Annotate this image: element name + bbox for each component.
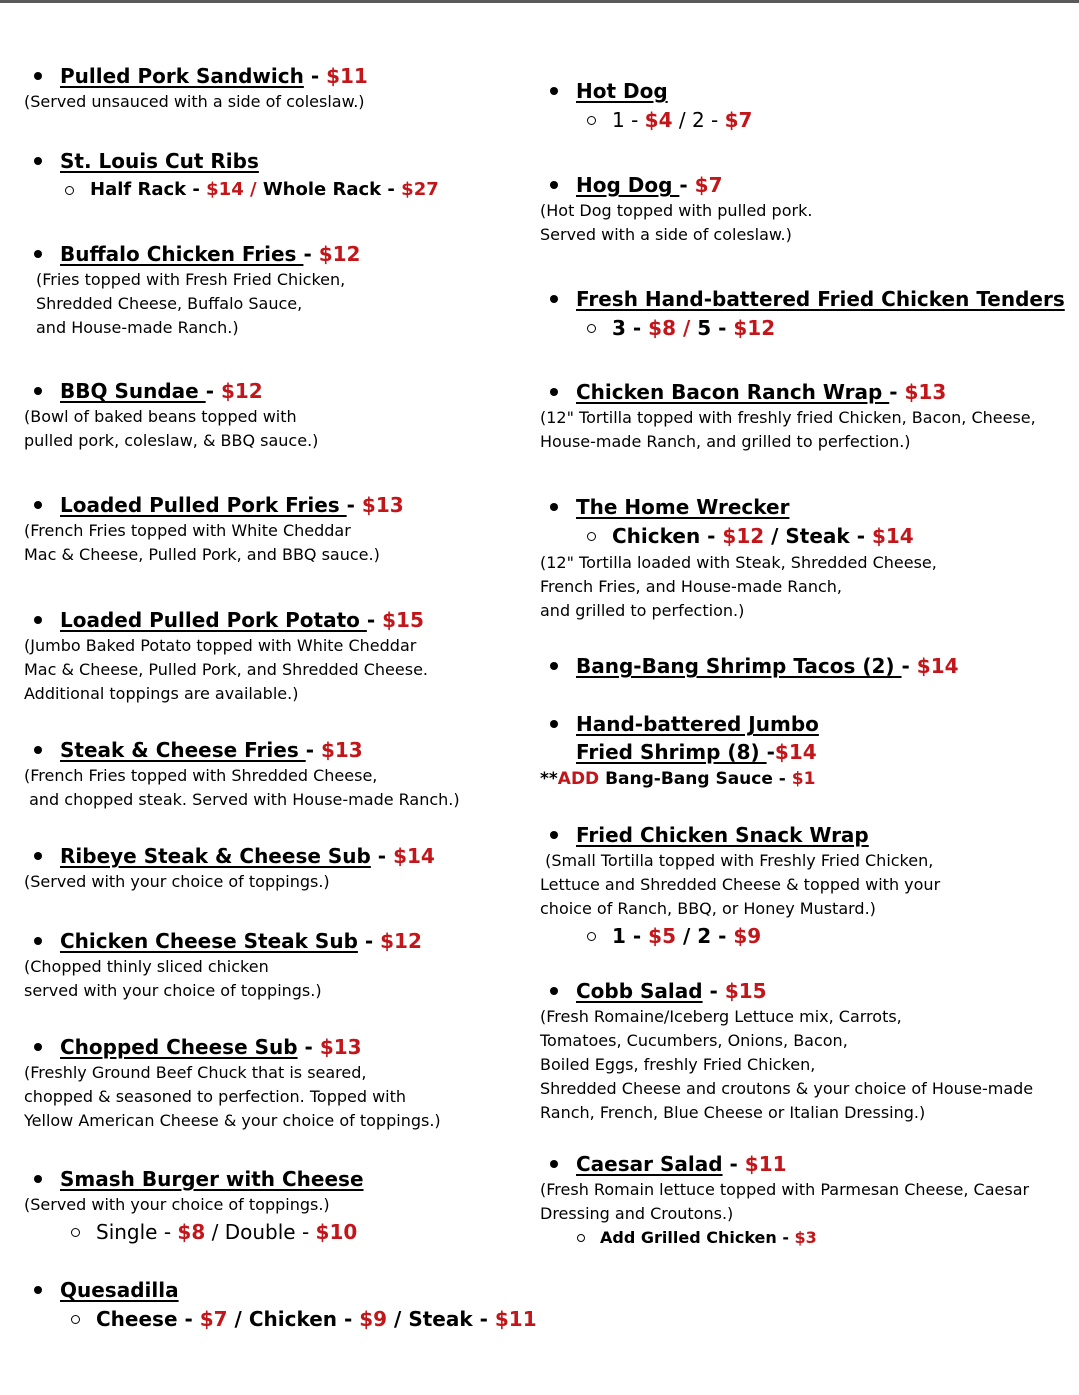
item-price: $14 <box>393 844 435 868</box>
item-price: $13 <box>319 1035 362 1059</box>
menu-item: Loaded Pulled Pork Fries - $13 (French Fries topped with White Cheddar Mac & Cheese, Pulled Pork, and BBQ sauce.) <box>24 491 544 567</box>
item-description: (Served unsauced with a side of coleslaw.) <box>24 92 365 111</box>
menu-item: Chopped Cheese Sub - $13 (Freshly Ground Beef Chuck that is seared, chopped & seasoned to perfection. Topped with Yellow American Cheese & your choice of toppings.) <box>24 1033 544 1133</box>
item-name: Chopped Cheese Sub <box>60 1035 298 1059</box>
menu-item: Hand-battered Jumbo Fried Shrimp (8) -$14 **ADD Bang-Bang Sauce - $1 <box>540 710 1060 792</box>
item-description: (Jumbo Baked Potato topped with White Cheddar Mac & Cheese, Pulled Pork, and Shredded Cheese. Additional toppings are available.) <box>24 636 428 703</box>
circle-bullet-icon <box>587 324 596 333</box>
item-name: Hog Dog <box>576 173 680 197</box>
circle-bullet-icon <box>587 932 596 941</box>
item-description: (Served with your choice of toppings.) <box>24 872 330 891</box>
item-name: Chicken Cheese Steak Sub <box>60 929 358 953</box>
item-name: Hot Dog <box>576 79 668 103</box>
item-description: (12" Tortilla loaded with Steak, Shredded Cheese, French Fries, and House-made Ranch, and grilled to perfection.) <box>540 553 937 620</box>
bullet-icon <box>34 250 42 258</box>
bullet-icon <box>550 720 558 728</box>
top-border <box>0 0 1079 3</box>
sub-option: 1 - $4 / 2 - $7 <box>540 105 1060 135</box>
item-description: (Hot Dog topped with pulled pork. Served with a side of coleslaw.) <box>540 201 813 244</box>
sub-option: Half Rack - $14 / Whole Rack - $27 <box>24 175 544 205</box>
item-name: The Home Wrecker <box>576 495 790 519</box>
bullet-icon <box>550 295 558 303</box>
item-description: (Bowl of baked beans topped with pulled pork, coleslaw, & BBQ sauce.) <box>24 407 319 450</box>
item-price: $13 <box>361 493 404 517</box>
item-name: BBQ Sundae <box>60 379 206 403</box>
item-name: Chicken Bacon Ranch Wrap <box>576 380 890 404</box>
bullet-icon <box>550 181 558 189</box>
bullet-icon <box>34 72 42 80</box>
item-name: Cobb Salad <box>576 979 703 1003</box>
item-description: (Served with your choice of toppings.) <box>24 1195 330 1214</box>
item-description: (12" Tortilla topped with freshly fried Chicken, Bacon, Cheese, House-made Ranch, and grilled to perfection.) <box>540 408 1036 451</box>
bullet-icon <box>550 987 558 995</box>
menu-item: Bang-Bang Shrimp Tacos (2) - $14 <box>540 652 1060 680</box>
item-price: $11 <box>326 64 368 88</box>
item-name: Fresh Hand-battered Fried Chicken Tenders <box>576 287 1065 311</box>
item-description: (Fresh Romain lettuce topped with Parmesan Cheese, Caesar Dressing and Croutons.) <box>540 1180 1030 1223</box>
circle-bullet-icon <box>71 1228 80 1237</box>
menu-item: Chicken Bacon Ranch Wrap - $13 (12" Tortilla topped with freshly fried Chicken, Bacon, Cheese, House-made Ranch, and grilled to perfection.) <box>540 378 1060 454</box>
item-name: Caesar Salad <box>576 1152 723 1176</box>
circle-bullet-icon <box>587 116 596 125</box>
bullet-icon <box>34 1175 42 1183</box>
bullet-icon <box>34 501 42 509</box>
item-description: (Small Tortilla topped with Freshly Fried Chicken, Lettuce and Shredded Cheese & topped with your choice of Ranch, BBQ, or Honey Mustard.) <box>540 851 941 918</box>
item-description: (French Fries topped with White Cheddar Mac & Cheese, Pulled Pork, and BBQ sauce.) <box>24 521 380 564</box>
bullet-icon <box>34 1286 42 1294</box>
bullet-icon <box>34 157 42 165</box>
item-name: Loaded Pulled Pork Fries <box>60 493 347 517</box>
item-description: (Freshly Ground Beef Chuck that is seared, chopped & seasoned to perfection. Topped with Yellow American Cheese & your choice of toppings.) <box>24 1063 441 1130</box>
item-description: (Fries topped with Fresh Fried Chicken, Shredded Cheese, Buffalo Sauce, and House-made Ranch.) <box>36 270 346 337</box>
item-price: $7 <box>694 173 723 197</box>
bullet-icon <box>550 87 558 95</box>
item-name: Hand-battered Jumbo <box>576 712 819 736</box>
item-name: Buffalo Chicken Fries <box>60 242 304 266</box>
item-name: Loaded Pulled Pork Potato <box>60 608 367 632</box>
menu-item: Ribeye Steak & Cheese Sub - $14 (Served with your choice of toppings.) <box>24 842 544 894</box>
item-price: $12 <box>318 242 361 266</box>
item-name: Smash Burger with Cheese <box>60 1167 364 1191</box>
bullet-icon <box>34 746 42 754</box>
menu-item: Loaded Pulled Pork Potato - $15 (Jumbo Baked Potato topped with White Cheddar Mac & Cheese, Pulled Pork, and Shredded Cheese. Additional toppings are available.) <box>24 606 544 706</box>
sub-option: 1 - $5 / 2 - $9 <box>540 921 1060 951</box>
menu-item <box>24 1165 544 1247</box>
item-description: (Fresh Romaine/Iceberg Lettuce mix, Carrots, Tomatoes, Cucumbers, Onions, Bacon, Boiled Eggs, freshly Fried Chicken, Shredded Cheese and croutons & your choice of House-made Ranch, French, Blue Cheese or Italian Dressing.) <box>540 1007 1034 1122</box>
circle-bullet-icon <box>65 186 74 195</box>
menu-item <box>24 1276 544 1334</box>
menu-item <box>24 147 544 205</box>
circle-bullet-icon <box>577 1234 585 1242</box>
item-price: $11 <box>744 1152 787 1176</box>
item-price: $14 <box>774 740 817 764</box>
item-name: Ribeye Steak & Cheese Sub <box>60 844 371 868</box>
menu-item <box>540 285 1065 343</box>
item-price: $12 <box>220 379 263 403</box>
circle-bullet-icon <box>587 532 596 541</box>
sub-option: Cheese - $7 / Chicken - $9 / Steak - $11 <box>24 1304 544 1334</box>
circle-bullet-icon <box>71 1315 80 1324</box>
menu-item: Buffalo Chicken Fries - $12 (Fries topped with Fresh Fried Chicken, Shredded Cheese, Buffalo Sauce, and House-made Ranch.) <box>24 240 544 340</box>
item-description: (Chopped thinly sliced chicken served with your choice of toppings.) <box>24 957 322 1000</box>
item-name: Pulled Pork Sandwich <box>60 64 304 88</box>
menu-item: Cobb Salad - $15 (Fresh Romaine/Iceberg Lettuce mix, Carrots, Tomatoes, Cucumbers, Onions, Bacon, Boiled Eggs, freshly Fried Chicken, Shredded Cheese and croutons & your choice of House-made Ranch, French, Blue Cheese or Italian Dressing.) <box>540 977 1060 1125</box>
bullet-icon <box>550 1160 558 1168</box>
item-price: $15 <box>724 979 767 1003</box>
sub-option: 3 - $8 / 5 - $12 <box>540 313 1060 343</box>
menu-item <box>540 493 1060 623</box>
item-name: Quesadilla <box>60 1278 179 1302</box>
menu-item: Chicken Cheese Steak Sub - $12 (Chopped thinly sliced chicken served with your choice of toppings.) <box>24 927 544 1003</box>
item-name: Steak & Cheese Fries <box>60 738 306 762</box>
item-name: Bang-Bang Shrimp Tacos (2) <box>576 654 902 678</box>
bullet-icon <box>550 503 558 511</box>
bullet-icon <box>34 937 42 945</box>
bullet-icon <box>550 831 558 839</box>
bullet-icon <box>34 852 42 860</box>
sub-option: Chicken - $12 / Steak - $14 <box>540 521 1060 551</box>
bullet-icon <box>550 662 558 670</box>
sub-option: Single - $8 / Double - $10 <box>24 1217 544 1247</box>
item-description: (French Fries topped with Shredded Cheese, and chopped steak. Served with House-made Ranch.) <box>24 766 460 809</box>
bullet-icon <box>34 1043 42 1051</box>
item-price: $14 <box>916 654 959 678</box>
menu-item <box>540 821 1060 951</box>
item-price: $13 <box>320 738 363 762</box>
menu-item: Hog Dog - $7 (Hot Dog topped with pulled pork. Served with a side of coleslaw.) <box>540 171 1060 247</box>
menu-item: Caesar Salad - $11 (Fresh Romain lettuce topped with Parmesan Cheese, Caesar Dressing and Croutons.) Add Grilled Chicken - $3 <box>540 1150 1060 1250</box>
item-price: $15 <box>382 608 424 632</box>
menu-item: Pulled Pork Sandwich - $11 (Served unsauced with a side of coleslaw.) <box>24 62 544 114</box>
add-on-note: **ADD Bang-Bang Sauce - $1 <box>540 769 816 789</box>
item-name: Fried Chicken Snack Wrap <box>576 823 869 847</box>
item-name: St. Louis Cut Ribs <box>60 149 259 173</box>
item-price: $13 <box>904 380 947 404</box>
bullet-icon <box>34 616 42 624</box>
bullet-icon <box>34 387 42 395</box>
menu-item: Steak & Cheese Fries - $13 (French Fries topped with Shredded Cheese, and chopped steak. Served with House-made Ranch.) <box>24 736 544 812</box>
sub-option: Add Grilled Chicken - $3 <box>540 1226 1060 1250</box>
item-price: $12 <box>380 929 422 953</box>
menu-item <box>540 77 1060 135</box>
menu-item: BBQ Sundae - $12 (Bowl of baked beans topped with pulled pork, coleslaw, & BBQ sauce.) <box>24 377 544 453</box>
bullet-icon <box>550 388 558 396</box>
